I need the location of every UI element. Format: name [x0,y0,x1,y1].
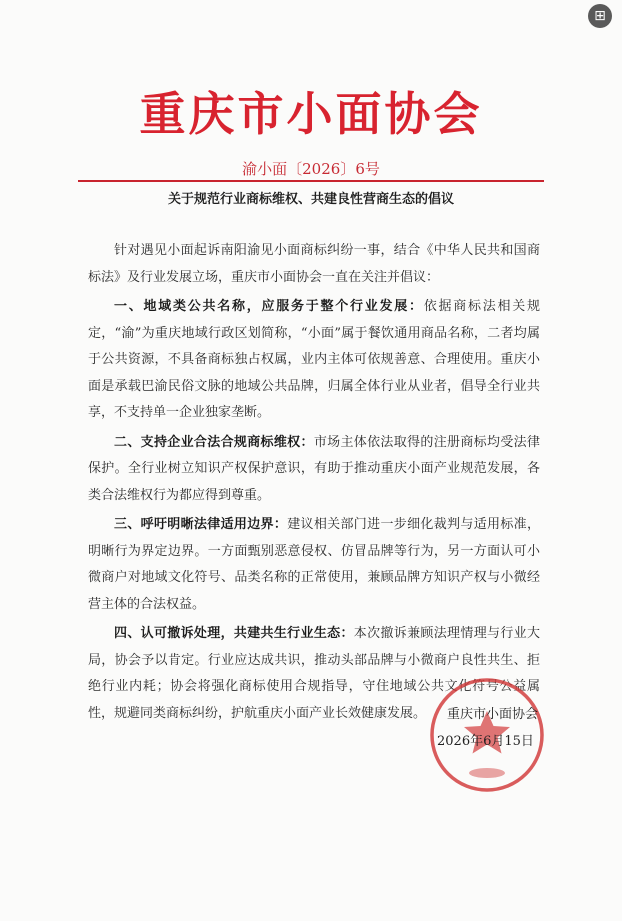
grid-icon[interactable]: ⊞ [588,4,612,28]
section-paragraph [88,294,540,427]
section-heading: 四、认可撤诉处理，共建共生行业生态： [114,626,354,641]
section-paragraph [88,512,540,618]
section-heading: 三、呼吁明晰法律适用边界： [114,517,288,532]
section-text: 建议相关部门进一步细化裁判与适用标准，明晰行为界定边界。一方面甄别恶意侵权、仿冒品牌等行为，另一方面认可小微商户对地域文化符号、品类名称的正常使用，兼顾品牌方知识产权与小微经营主体的合法权益。 [88,517,540,612]
section-text: 依据商标法相关规定，“渝”为重庆地域行政区划简称，“小面”属于餐饮通用商品名称，二者均属于公共资源，不具备商标独占权属，业内主体可依规善意、合理使用。重庆小面是承载巴渝民俗文脉的地域公共品牌，归属全体行业从业者，倡导全行业共享，不支持单一企业独家垄断。 [88,299,540,420]
section-text: 本次撤诉兼顾法理情理与行业大局，协会予以肯定。行业应达成共识，推动头部品牌与小微商户良性共生、拒绝行业内耗；协会将强化商标使用合规指导，守住地域公共文化符号公益属性，规避同类商标纠纷，护航重庆小面产业长效健康发展。 [88,626,540,721]
signature-org: 重庆市小面协会 [447,707,539,722]
section-heading: 一、地域类公共名称，应服务于整个行业发展： [114,299,424,314]
document-title: 关于规范行业商标维权、共建良性营商生态的倡议 [167,192,454,207]
red-divider [78,180,544,182]
document-number: 渝小面〔2026〕6号 [242,160,380,178]
signature-date: 2026年6月15日 [437,734,534,749]
org-name-heading: 重庆市小面协会 [139,87,483,141]
section-text: 市场主体依法取得的注册商标均受法律保护。全行业树立知识产权保护意识，有助于推动重庆小面产业规范发展，各类合法维权行为都应得到尊重。 [88,434,540,503]
section-heading: 二、支持企业合法合规商标维权： [114,434,314,450]
intro-paragraph: 针对遇见小面起诉南阳渝见小面商标纠纷一事，结合《中华人民共和国商标法》及行业发展立场，重庆市小面协会一直在关注并倡议： [88,243,540,285]
section-paragraph [88,430,540,510]
document-body [88,238,540,730]
